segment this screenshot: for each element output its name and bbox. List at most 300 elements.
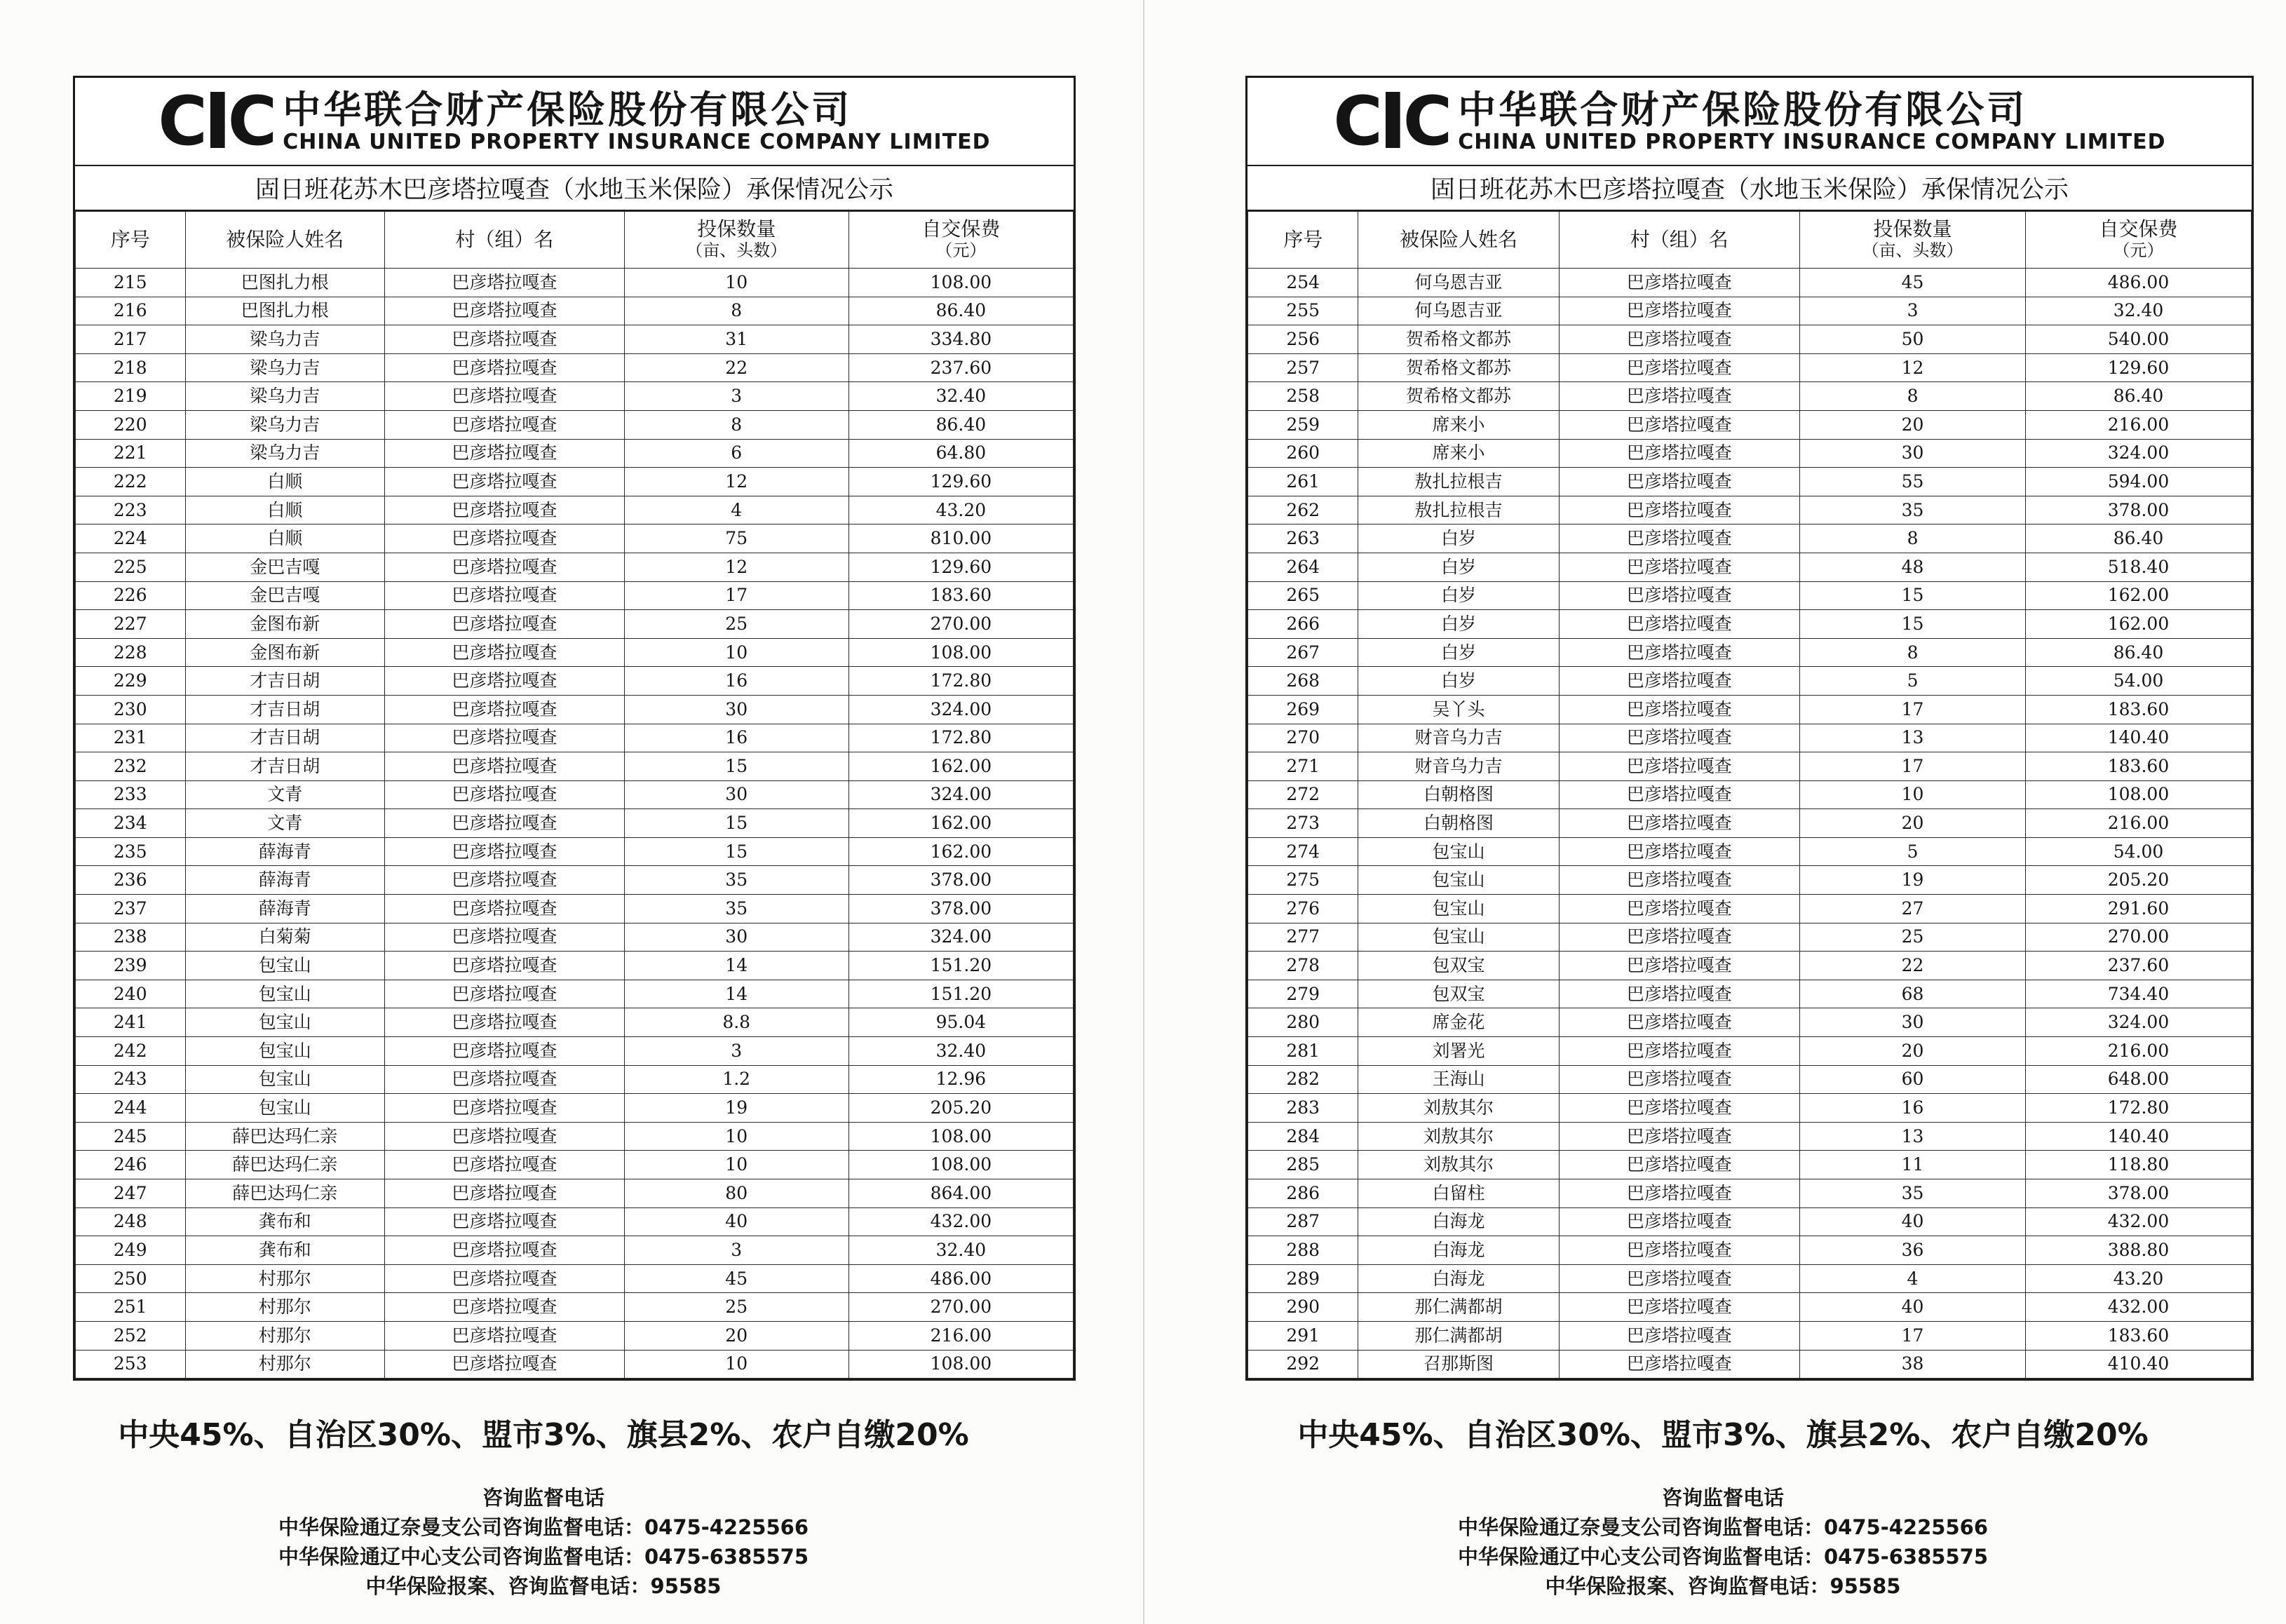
cell-name: 白朝格图 (1358, 809, 1559, 838)
table-row (1248, 1037, 2252, 1066)
cell-seq: 228 (76, 638, 186, 667)
cell-name: 龚布和 (185, 1236, 385, 1265)
cell-village: 巴彦塔拉嘎查 (385, 325, 625, 354)
table-row (76, 525, 1074, 553)
cell-name: 白菊菊 (185, 923, 385, 952)
cell-seq: 255 (1248, 297, 1358, 325)
table-row (1248, 752, 2252, 781)
cell-village: 巴彦塔拉嘎查 (1559, 553, 1799, 581)
cell-seq: 251 (76, 1293, 186, 1322)
cell-village: 巴彦塔拉嘎查 (385, 780, 625, 809)
cell-seq: 271 (1248, 752, 1358, 781)
cell-qty: 25 (624, 1293, 848, 1322)
cell-name: 包宝山 (1358, 895, 1559, 923)
cell-name: 才吉日胡 (185, 752, 385, 781)
table-row (1248, 525, 2252, 553)
notice-sheet (1245, 76, 2254, 1381)
cell-village: 巴彦塔拉嘎查 (385, 439, 625, 468)
cell-seq: 274 (1248, 837, 1358, 866)
cell-fee: 129.60 (2026, 353, 2252, 382)
cell-fee: 64.80 (848, 439, 1073, 468)
cell-seq: 285 (1248, 1151, 1358, 1179)
cell-name: 薛海青 (185, 866, 385, 895)
table-row (1248, 837, 2252, 866)
cell-village: 巴彦塔拉嘎查 (1559, 1122, 1799, 1151)
table-row (76, 1065, 1074, 1094)
cell-village: 巴彦塔拉嘎查 (1559, 1236, 1799, 1265)
cell-seq: 247 (76, 1179, 186, 1208)
cell-village: 巴彦塔拉嘎查 (1559, 809, 1799, 838)
cell-seq: 256 (1248, 325, 1358, 354)
header-name: 被保险人姓名 (1358, 212, 1559, 269)
cell-fee: 140.40 (2026, 1122, 2252, 1151)
table-row (1248, 610, 2252, 639)
table-row (1248, 353, 2252, 382)
cell-seq: 235 (76, 837, 186, 866)
cell-seq: 260 (1248, 439, 1358, 468)
cell-fee: 594.00 (2026, 468, 2252, 496)
cell-village: 巴彦塔拉嘎查 (385, 980, 625, 1008)
cell-seq: 282 (1248, 1065, 1358, 1094)
cell-fee: 129.60 (848, 553, 1073, 581)
cell-village: 巴彦塔拉嘎查 (1559, 581, 1799, 610)
cell-seq: 227 (76, 610, 186, 639)
cell-qty: 16 (624, 724, 848, 752)
cell-name: 贺希格文都苏 (1358, 325, 1559, 354)
cell-qty: 10 (624, 638, 848, 667)
table-row (1248, 667, 2252, 696)
cell-seq: 240 (76, 980, 186, 1008)
cell-name: 梁乌力吉 (185, 382, 385, 411)
table-row (1248, 980, 2252, 1008)
table-row (76, 1122, 1074, 1151)
cell-seq: 286 (1248, 1179, 1358, 1208)
table-row (76, 1151, 1074, 1179)
cell-name: 敖扎拉根吉 (1358, 496, 1559, 525)
header-seq: 序号 (1248, 212, 1358, 269)
cell-village: 巴彦塔拉嘎查 (385, 553, 625, 581)
table-row (1248, 866, 2252, 895)
cell-qty: 12 (1800, 353, 2026, 382)
cell-qty: 5 (1800, 837, 2026, 866)
cell-seq: 276 (1248, 895, 1358, 923)
cell-seq: 216 (76, 297, 186, 325)
cell-qty: 10 (624, 1350, 848, 1379)
table-row (1248, 297, 2252, 325)
cell-name: 文青 (185, 780, 385, 809)
cell-name: 吴丫头 (1358, 695, 1559, 724)
table-row (1248, 1321, 2252, 1350)
contact-line: 中华保险报案、咨询监督电话：95585 (1545, 1574, 1901, 1598)
table-row (1248, 1179, 2252, 1208)
cell-village: 巴彦塔拉嘎查 (1559, 1321, 1799, 1350)
cell-qty: 30 (1800, 1008, 2026, 1037)
cell-seq: 222 (76, 468, 186, 496)
cell-fee: 540.00 (2026, 325, 2252, 354)
cell-name: 白朝格图 (1358, 780, 1559, 809)
cell-qty: 16 (624, 667, 848, 696)
cell-village: 巴彦塔拉嘎查 (385, 410, 625, 439)
notice-title: 固日班花苏木巴彦塔拉嘎查（水地玉米保险）承保情况公示 (75, 166, 1074, 211)
cell-fee: 151.20 (848, 952, 1073, 980)
cell-name: 白留柱 (1358, 1179, 1559, 1208)
cell-name: 才吉日胡 (185, 724, 385, 752)
cell-seq: 267 (1248, 638, 1358, 667)
cell-seq: 288 (1248, 1236, 1358, 1265)
cell-name: 白顺 (185, 468, 385, 496)
cell-fee: 183.60 (2026, 695, 2252, 724)
cell-qty: 20 (1800, 809, 2026, 838)
cell-qty: 20 (1800, 1037, 2026, 1066)
table-row (76, 297, 1074, 325)
cell-qty: 25 (1800, 923, 2026, 952)
cell-name: 包双宝 (1358, 952, 1559, 980)
cell-qty: 48 (1800, 553, 2026, 581)
cell-name: 梁乌力吉 (185, 325, 385, 354)
cell-name: 包宝山 (185, 1094, 385, 1123)
cell-qty: 8 (624, 410, 848, 439)
cell-fee: 86.40 (2026, 638, 2252, 667)
cell-name: 贺希格文都苏 (1358, 382, 1559, 411)
cell-qty: 14 (624, 980, 848, 1008)
cell-fee: 140.40 (2026, 724, 2252, 752)
cell-village: 巴彦塔拉嘎查 (385, 1207, 625, 1236)
cell-qty: 3 (624, 382, 848, 411)
insurance-table (1247, 211, 2252, 1379)
cell-fee: 32.40 (848, 1236, 1073, 1265)
cell-name: 那仁满都胡 (1358, 1293, 1559, 1322)
cell-fee: 162.00 (2026, 610, 2252, 639)
cell-seq: 239 (76, 952, 186, 980)
table-row (1248, 410, 2252, 439)
cell-qty: 75 (624, 525, 848, 553)
cell-name: 席金花 (1358, 1008, 1559, 1037)
cell-seq: 238 (76, 923, 186, 952)
cell-village: 巴彦塔拉嘎查 (1559, 724, 1799, 752)
cell-name: 包宝山 (185, 1065, 385, 1094)
cell-name: 贺希格文都苏 (1358, 353, 1559, 382)
table-row (1248, 1293, 2252, 1322)
cell-qty: 17 (1800, 752, 2026, 781)
cell-seq: 249 (76, 1236, 186, 1265)
subsidy-ratio: 中央45%、自治区30%、盟市3%、旗县2%、农户自缴20% (118, 1417, 969, 1453)
cell-village: 巴彦塔拉嘎查 (1559, 752, 1799, 781)
table-row (76, 325, 1074, 354)
cell-seq: 269 (1248, 695, 1358, 724)
table-row (76, 837, 1074, 866)
cell-village: 巴彦塔拉嘎查 (1559, 1179, 1799, 1208)
cell-village: 巴彦塔拉嘎查 (1559, 1037, 1799, 1066)
cell-fee: 432.00 (848, 1207, 1073, 1236)
cell-qty: 4 (624, 496, 848, 525)
cell-qty: 13 (1800, 724, 2026, 752)
cell-seq: 217 (76, 325, 186, 354)
cell-village: 巴彦塔拉嘎查 (385, 809, 625, 838)
cell-qty: 20 (624, 1321, 848, 1350)
cell-name: 梁乌力吉 (185, 439, 385, 468)
table-row (1248, 1264, 2252, 1293)
table-row (76, 809, 1074, 838)
cell-name: 巴图扎力根 (185, 269, 385, 297)
table-row (76, 410, 1074, 439)
table-header-row (1248, 212, 2252, 269)
cell-seq: 250 (76, 1264, 186, 1293)
cell-seq: 270 (1248, 724, 1358, 752)
cell-qty: 17 (1800, 1321, 2026, 1350)
cell-qty: 15 (1800, 581, 2026, 610)
cell-seq: 236 (76, 866, 186, 895)
cell-village: 巴彦塔拉嘎查 (385, 269, 625, 297)
company-name-cn: 中华联合财产保险股份有限公司 (1458, 88, 2028, 132)
cell-qty: 22 (1800, 952, 2026, 980)
table-row (1248, 952, 2252, 980)
cell-seq: 287 (1248, 1207, 1358, 1236)
cell-village: 巴彦塔拉嘎查 (385, 581, 625, 610)
cell-fee: 205.20 (848, 1094, 1073, 1123)
cell-qty: 40 (1800, 1293, 2026, 1322)
cell-fee: 410.40 (2026, 1350, 2252, 1379)
cell-name: 文青 (185, 809, 385, 838)
cell-fee: 216.00 (2026, 410, 2252, 439)
cell-fee: 32.40 (848, 1037, 1073, 1066)
cell-qty: 11 (1800, 1151, 2026, 1179)
cell-village: 巴彦塔拉嘎查 (1559, 780, 1799, 809)
cell-fee: 108.00 (848, 1122, 1073, 1151)
cell-fee: 12.96 (848, 1065, 1073, 1094)
cell-seq: 237 (76, 895, 186, 923)
cell-name: 包宝山 (1358, 866, 1559, 895)
cell-seq: 226 (76, 581, 186, 610)
cell-village: 巴彦塔拉嘎查 (385, 866, 625, 895)
cell-village: 巴彦塔拉嘎查 (1559, 667, 1799, 696)
cell-seq: 218 (76, 353, 186, 382)
table-row (1248, 1094, 2252, 1123)
cell-seq: 277 (1248, 923, 1358, 952)
cell-fee: 205.20 (2026, 866, 2252, 895)
cell-qty: 38 (1800, 1350, 2026, 1379)
table-row (1248, 1008, 2252, 1037)
cell-seq: 283 (1248, 1094, 1358, 1123)
company-name-cn: 中华联合财产保险股份有限公司 (283, 88, 853, 132)
cell-seq: 265 (1248, 581, 1358, 610)
cell-fee: 151.20 (848, 980, 1073, 1008)
table-row (76, 610, 1074, 639)
cell-village: 巴彦塔拉嘎查 (385, 525, 625, 553)
cell-village: 巴彦塔拉嘎查 (385, 895, 625, 923)
cell-village: 巴彦塔拉嘎查 (385, 752, 625, 781)
cell-qty: 6 (624, 439, 848, 468)
cell-village: 巴彦塔拉嘎查 (1559, 1264, 1799, 1293)
cell-seq: 220 (76, 410, 186, 439)
cell-fee: 118.80 (2026, 1151, 2252, 1179)
table-row (1248, 325, 2252, 354)
cell-name: 包宝山 (185, 1037, 385, 1066)
cell-name: 梁乌力吉 (185, 353, 385, 382)
cell-qty: 3 (1800, 297, 2026, 325)
table-body (76, 269, 1074, 1379)
cell-seq: 262 (1248, 496, 1358, 525)
cell-fee: 378.00 (848, 895, 1073, 923)
cell-name: 财音乌力吉 (1358, 724, 1559, 752)
cell-name: 席来小 (1358, 410, 1559, 439)
table-row (76, 269, 1074, 297)
cell-name: 刘署光 (1358, 1037, 1559, 1066)
cell-village: 巴彦塔拉嘎查 (1559, 439, 1799, 468)
table-row (1248, 1207, 2252, 1236)
table-row (76, 638, 1074, 667)
cell-qty: 15 (624, 809, 848, 838)
cell-name: 财音乌力吉 (1358, 752, 1559, 781)
cell-name: 金巴吉嘎 (185, 581, 385, 610)
table-row (76, 382, 1074, 411)
cell-village: 巴彦塔拉嘎查 (385, 952, 625, 980)
cell-fee: 43.20 (2026, 1264, 2252, 1293)
table-header-row (76, 212, 1074, 269)
cell-village: 巴彦塔拉嘎查 (385, 923, 625, 952)
cell-seq: 275 (1248, 866, 1358, 895)
cell-fee: 162.00 (2026, 581, 2252, 610)
cell-fee: 108.00 (2026, 780, 2252, 809)
cell-village: 巴彦塔拉嘎查 (385, 695, 625, 724)
cell-village: 巴彦塔拉嘎查 (385, 1293, 625, 1322)
table-row (1248, 269, 2252, 297)
cell-name: 龚布和 (185, 1207, 385, 1236)
cell-village: 巴彦塔拉嘎查 (385, 1037, 625, 1066)
cell-seq: 253 (76, 1350, 186, 1379)
table-row (1248, 581, 2252, 610)
cell-village: 巴彦塔拉嘎查 (385, 468, 625, 496)
cell-seq: 263 (1248, 525, 1358, 553)
cell-name: 席来小 (1358, 439, 1559, 468)
table-row (76, 895, 1074, 923)
cell-fee: 270.00 (2026, 923, 2252, 952)
table-row (1248, 780, 2252, 809)
table-row (76, 1264, 1074, 1293)
cell-name: 巴图扎力根 (185, 297, 385, 325)
cell-village: 巴彦塔拉嘎查 (385, 724, 625, 752)
table-row (76, 496, 1074, 525)
cell-fee: 291.60 (2026, 895, 2252, 923)
cell-qty: 40 (1800, 1207, 2026, 1236)
cell-qty: 10 (1800, 780, 2026, 809)
cell-village: 巴彦塔拉嘎查 (1559, 525, 1799, 553)
cell-qty: 35 (624, 895, 848, 923)
cell-qty: 16 (1800, 1094, 2026, 1123)
cell-qty: 45 (624, 1264, 848, 1293)
contact-block (0, 1483, 1115, 1601)
table-row (76, 1179, 1074, 1208)
cell-seq: 243 (76, 1065, 186, 1094)
notice-title: 固日班花苏木巴彦塔拉嘎查（水地玉米保险）承保情况公示 (1247, 166, 2252, 211)
cell-fee: 95.04 (848, 1008, 1073, 1037)
cell-fee: 108.00 (848, 638, 1073, 667)
cell-qty: 19 (624, 1094, 848, 1123)
cell-qty: 68 (1800, 980, 2026, 1008)
contact-heading: 咨询监督电话 (482, 1486, 604, 1510)
cell-fee: 108.00 (848, 269, 1073, 297)
cell-seq: 233 (76, 780, 186, 809)
cell-qty: 20 (1800, 410, 2026, 439)
cell-village: 巴彦塔拉嘎查 (1559, 1065, 1799, 1094)
cell-village: 巴彦塔拉嘎查 (1559, 980, 1799, 1008)
cell-village: 巴彦塔拉嘎查 (385, 1122, 625, 1151)
cell-qty: 45 (1800, 269, 2026, 297)
cell-name: 包宝山 (185, 1008, 385, 1037)
cell-seq: 219 (76, 382, 186, 411)
cell-village: 巴彦塔拉嘎查 (385, 353, 625, 382)
cell-fee: 216.00 (2026, 1037, 2252, 1066)
cell-seq: 245 (76, 1122, 186, 1151)
header-fee: 自交保费 （元） (2026, 212, 2252, 269)
cell-fee: 324.00 (848, 780, 1073, 809)
cell-seq: 291 (1248, 1321, 1358, 1350)
cell-village: 巴彦塔拉嘎查 (1559, 382, 1799, 411)
cell-qty: 12 (624, 553, 848, 581)
cell-qty: 30 (1800, 439, 2026, 468)
contact-line: 中华保险通辽中心支公司咨询监督电话：0475-6385575 (278, 1545, 809, 1569)
cell-seq: 225 (76, 553, 186, 581)
cell-qty: 3 (624, 1236, 848, 1265)
cell-name: 薛海青 (185, 837, 385, 866)
table-row (76, 695, 1074, 724)
cell-name: 包宝山 (1358, 923, 1559, 952)
cell-fee: 432.00 (2026, 1207, 2252, 1236)
cell-qty: 35 (1800, 1179, 2026, 1208)
cell-village: 巴彦塔拉嘎查 (1559, 1008, 1799, 1037)
cell-fee: 237.60 (848, 353, 1073, 382)
cell-seq: 242 (76, 1037, 186, 1066)
cell-fee: 86.40 (848, 410, 1073, 439)
cell-village: 巴彦塔拉嘎查 (1559, 1350, 1799, 1379)
company-logo-bar (75, 78, 1074, 166)
cell-seq: 246 (76, 1151, 186, 1179)
table-body (1248, 269, 2252, 1379)
cell-seq: 273 (1248, 809, 1358, 838)
table-row (76, 1293, 1074, 1322)
cell-village: 巴彦塔拉嘎查 (1559, 269, 1799, 297)
table-row (1248, 382, 2252, 411)
cell-qty: 8 (1800, 638, 2026, 667)
cell-village: 巴彦塔拉嘎查 (1559, 1207, 1799, 1236)
cell-qty: 10 (624, 1151, 848, 1179)
table-row (1248, 809, 2252, 838)
cell-fee: 648.00 (2026, 1065, 2252, 1094)
cell-qty: 36 (1800, 1236, 2026, 1265)
cell-fee: 162.00 (848, 837, 1073, 866)
cell-name: 包宝山 (1358, 837, 1559, 866)
cell-seq: 292 (1248, 1350, 1358, 1379)
cell-name: 村那尔 (185, 1293, 385, 1322)
cell-village: 巴彦塔拉嘎查 (385, 1008, 625, 1037)
contact-line: 中华保险报案、咨询监督电话：95585 (365, 1574, 722, 1598)
cell-seq: 281 (1248, 1037, 1358, 1066)
cell-qty: 15 (624, 837, 848, 866)
table-row (76, 866, 1074, 895)
table-row (1248, 895, 2252, 923)
cell-qty: 10 (624, 269, 848, 297)
header-qty: 投保数量 （亩、头数） (624, 212, 848, 269)
cell-seq: 264 (1248, 553, 1358, 581)
cell-name: 敖扎拉根吉 (1358, 468, 1559, 496)
cell-fee: 378.00 (848, 866, 1073, 895)
cell-seq: 290 (1248, 1293, 1358, 1322)
cell-name: 何乌恩吉亚 (1358, 269, 1559, 297)
cell-village: 巴彦塔拉嘎查 (1559, 410, 1799, 439)
cell-seq: 230 (76, 695, 186, 724)
cell-village: 巴彦塔拉嘎查 (385, 610, 625, 639)
cell-village: 巴彦塔拉嘎查 (1559, 952, 1799, 980)
cell-fee: 486.00 (848, 1264, 1073, 1293)
